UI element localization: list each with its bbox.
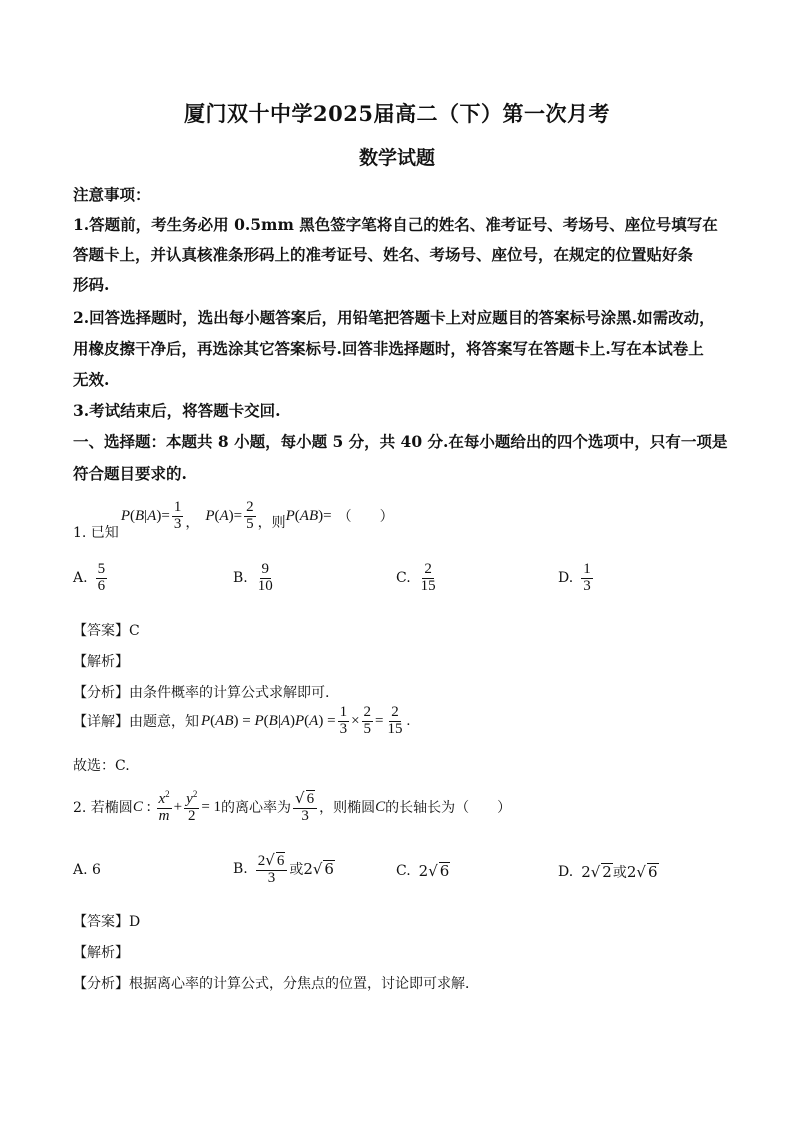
detail-line: 【详解】 由题意，知 P ( AB ) = P ( B | A ) P ( A ) = $\frac{1}{3}$ × $\frac{2}{5}$ = $\frac{2}{15}$ . <box>73 704 411 737</box>
answer-value: C <box>129 623 140 639</box>
answer-line <box>73 620 140 640</box>
option-a: A. 6 <box>73 862 101 878</box>
exam-subtitle: 数学试题 <box>358 147 435 169</box>
option-a: A. $\frac{5}{6}$ <box>73 561 106 594</box>
exam-title: 厦门双十中学2025届高二（下）第一次月考 <box>184 101 610 126</box>
notes-line: 3.考试结束后，将答题卡交回. <box>73 401 281 420</box>
analysis-tag: 【解析】 <box>73 654 129 670</box>
formula-solution: P ( AB ) = P ( B | A ) P ( A ) = $\frac{1}{3}$ × $\frac{2}{5}$ = $\frac{2}{15}$ . <box>201 704 411 737</box>
section-heading: 符合题目要求的. <box>73 464 187 483</box>
answer-tag: 【答案】 <box>73 623 129 639</box>
section-heading: 一、选择题：本题共 8 小题，每小题 5 分，共 40 分.在每小题给出的四个选项中，只有一项是 <box>73 432 728 451</box>
notes-line: 2.回答选择题时，选出每小题答案后，用铅笔把答题卡上对应题目的答案标号涂黑.如需改动， <box>73 308 715 327</box>
option-d: D. 2√ 2 或 2√ 6 <box>558 863 658 881</box>
notes-line: 用橡皮擦干净后，再选涂其它答案标号.回答非选择题时，将答案写在答题卡上.写在本试卷上 <box>73 339 704 358</box>
formula-eccentricity: $\frac{√ 6}{3}$ <box>291 790 319 825</box>
notes-line: 无效. <box>73 370 110 389</box>
notes-line: 答题卡上，并认真核准条形码上的准考证号、姓名、考场号、座位号，在规定的位置贴好条 <box>73 245 694 264</box>
option-b: B. $\frac{2√ 6}{3}$ 或 2√ 6 <box>233 851 334 886</box>
formula-cond-prob: P ( B | A ) = $\frac{1}{3}$ <box>120 499 182 532</box>
option-d: D. $\frac{1}{3}$ <box>558 561 591 594</box>
answer-tag: 【答案】 <box>73 914 129 930</box>
answer-value: D <box>129 914 141 930</box>
question-2-stem: 2. 若椭圆 C : $\frac{x^2}{m}$ + $\frac{y^2}{2}$ = 1 的离心率为 $\frac{√ 6}{3}$ ，则椭圆 C 的长轴长为（ ） <box>73 789 512 824</box>
question-number: 2. 若椭圆 <box>73 800 133 817</box>
answer-line <box>73 911 140 931</box>
notes-heading: 注意事项： <box>73 185 151 204</box>
analysis-line: 【分析】由条件概率的计算公式求解即可. <box>73 685 330 701</box>
option-b: B. $\frac{9}{10}$ <box>233 561 273 594</box>
formula-ellipse: C : $\frac{x^2}{m}$ + $\frac{y^2}{2}$ = 1 <box>132 789 222 824</box>
formula-prob-a: P ( A ) = $\frac{2}{5}$ <box>205 499 254 532</box>
question-1-stem: 1. 已知 P ( B | A ) = $\frac{1}{3}$ ， P ( A ) = $\frac{2}{5}$ ，则 P ( AB ) = （ ） <box>73 499 394 542</box>
question-number: 1. 已知 <box>73 525 119 542</box>
answer-blank: （ ） <box>337 509 394 526</box>
option-c: C. 2√ 6 <box>396 862 450 880</box>
formula-prob-ab: P ( AB ) = <box>285 507 332 524</box>
analysis-tag: 【解析】 <box>73 945 129 961</box>
option-c: C. $\frac{2}{15}$ <box>396 561 436 594</box>
notes-line: 形码. <box>73 275 110 294</box>
notes-line: 1.答题前，考生务必用 0.5mm 黑色签字笔将自己的姓名、准考证号、考场号、座位号填写在 <box>73 215 718 234</box>
analysis-line: 【分析】根据离心率的计算公式，分焦点的位置，讨论即可求解． <box>73 976 479 992</box>
conclusion-line: 故选：C. <box>73 758 130 774</box>
